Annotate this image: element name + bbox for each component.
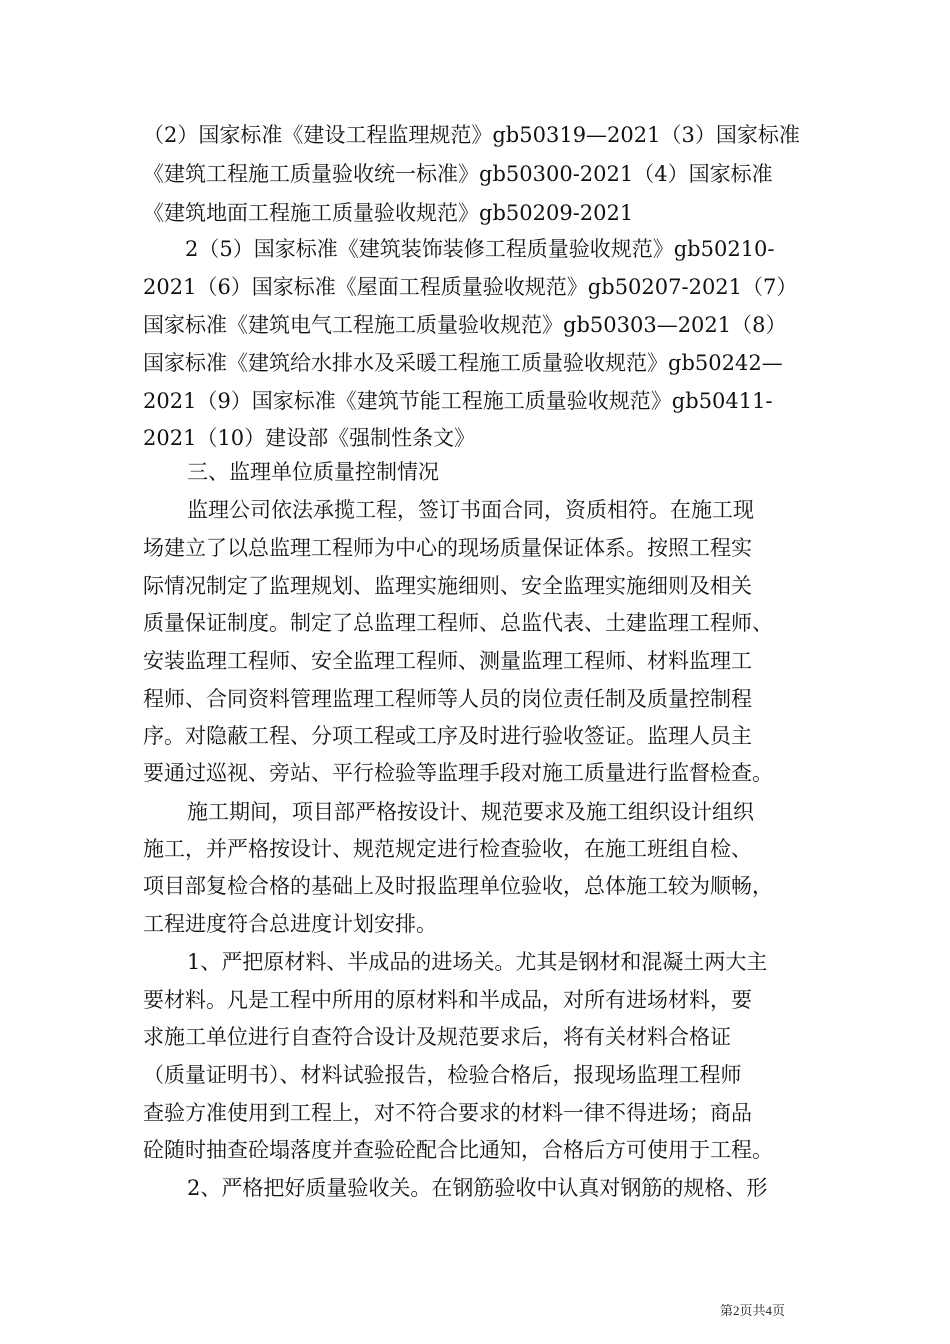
- text-line: 施工期间，项目部严格按设计、规范要求及施工组织设计组织: [187, 800, 754, 824]
- text-line: 要通过巡视、旁站、平行检验等监理手段对施工质量进行监督检查。: [143, 761, 773, 785]
- text-line: 2、严格把好质量验收关。在钢筋验收中认真对钢筋的规格、形: [187, 1176, 768, 1200]
- text-line: 安装监理工程师、安全监理工程师、测量监理工程师、材料监理工: [143, 649, 752, 673]
- text-line: 质量保证制度。制定了总监理工程师、总监代表、土建监理工程师、: [143, 611, 773, 635]
- text-line: 1、严把原材料、半成品的进场关。尤其是钢材和混凝土两大主: [187, 950, 768, 974]
- section-heading: 三、监理单位质量控制情况: [187, 460, 439, 484]
- text-line: 国家标准《建筑电气工程施工质量验收规范》gb50303—2021（8）: [143, 313, 787, 337]
- text-line: 《建筑工程施工质量验收统一标准》gb50300-2021（4）国家标准: [143, 162, 773, 186]
- text-line: 2021（6）国家标准《屋面工程质量验收规范》gb50207-2021（7）: [143, 275, 798, 299]
- text-line: 际情况制定了监理规划、监理实施细则、安全监理实施细则及相关: [143, 574, 752, 598]
- text-line: 程师、合同资料管理监理工程师等人员的岗位责任制及质量控制程: [143, 687, 752, 711]
- text-line: 要材料。凡是工程中所用的原材料和半成品，对所有进场材料，要: [143, 988, 752, 1012]
- text-line: （质量证明书）、材料试验报告，检验合格后，报现场监理工程师: [143, 1063, 742, 1087]
- text-line: （2）国家标准《建设工程监理规范》gb50319—2021（3）国家标准: [143, 123, 800, 147]
- text-line: 求施工单位进行自查符合设计及规范要求后，将有关材料合格证: [143, 1025, 731, 1049]
- text-line: 砼随时抽查砼塌落度并查验砼配合比通知，合格后方可使用于工程。: [143, 1138, 773, 1162]
- text-line: 国家标准《建筑给水排水及采暖工程施工质量验收规范》gb50242—: [143, 351, 783, 375]
- text-line: 查验方准使用到工程上，对不符合要求的材料一律不得进场；商品: [143, 1101, 752, 1125]
- text-line: 2021（9）国家标准《建筑节能工程施工质量验收规范》gb50411-: [143, 389, 773, 413]
- page-number: 第2页共4页: [720, 1303, 786, 1318]
- text-line: 2（5）国家标准《建筑装饰装修工程质量验收规范》gb50210-: [185, 237, 775, 261]
- text-line: 场建立了以总监理工程师为中心的现场质量保证体系。按照工程实: [143, 536, 752, 560]
- text-line: 序。对隐蔽工程、分项工程或工序及时进行验收签证。监理人员主: [143, 724, 752, 748]
- text-line: 2021（10）建设部《强制性条文》: [143, 426, 476, 450]
- text-line: 工程进度符合总进度计划安排。: [143, 912, 437, 936]
- text-line: 监理公司依法承揽工程，签订书面合同，资质相符。在施工现: [187, 498, 754, 522]
- text-line: 施工，并严格按设计、规范规定进行检查验收，在施工班组自检、: [143, 837, 752, 861]
- text-line: 《建筑地面工程施工质量验收规范》gb50209-2021: [143, 201, 634, 225]
- text-line: 项目部复检合格的基础上及时报监理单位验收，总体施工较为顺畅，: [143, 874, 773, 898]
